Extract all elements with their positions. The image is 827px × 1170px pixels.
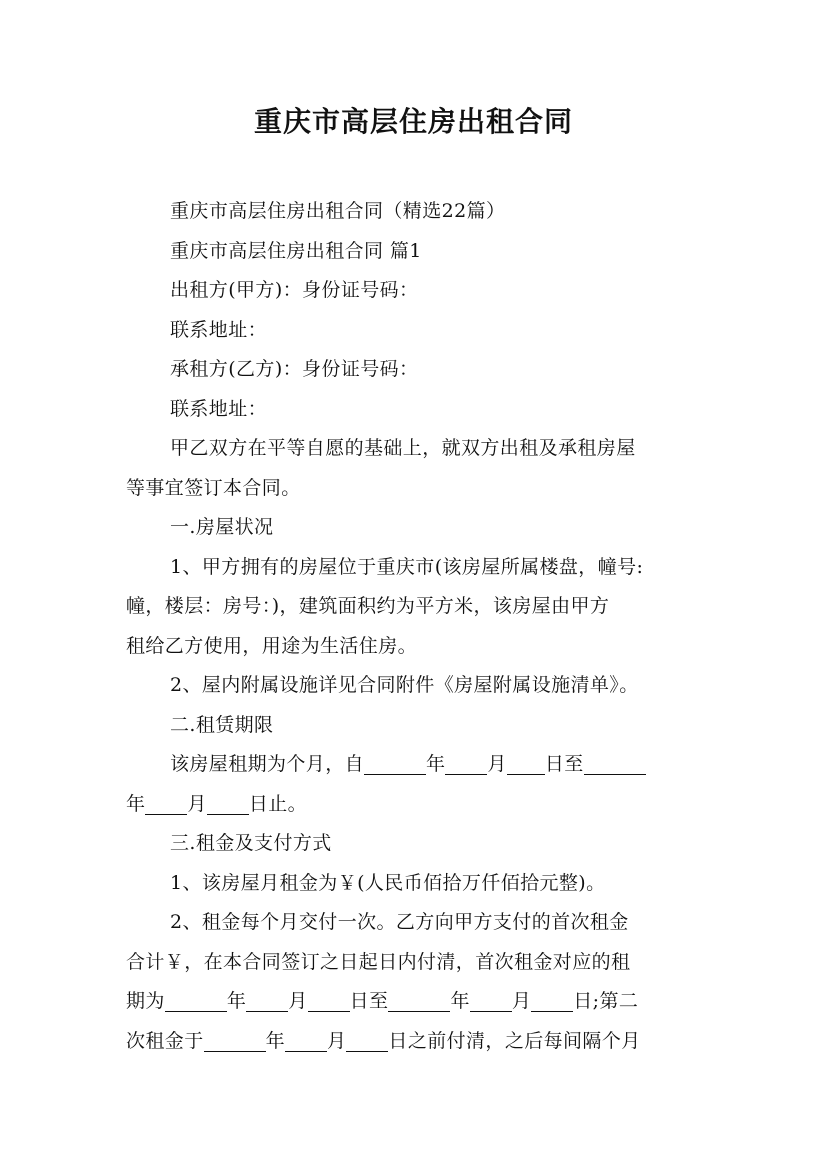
line-text: 日止。 [248,792,308,815]
fill-blank [204,1032,266,1052]
line-text: 年 [265,1029,286,1052]
payment-period-line [126,982,706,1022]
document-title: 重庆市高层住房出租合同 [253,105,573,138]
paragraph-line: 租给乙方使用，用途为生活住房。 [126,634,418,657]
line-text: 月 [327,1029,347,1052]
paragraph-line: 2、屋内附属设施详见合同附件《房屋附属设施清单》。 [170,674,639,696]
line-text: 日之前付清，之后每间隔个月 [388,1029,641,1052]
line-text: 月 [288,990,308,1012]
line-text: 年 [426,753,446,775]
lessee-line: 承租方(乙方)：身份证号码： [170,358,419,380]
line-text: 月 [511,990,532,1012]
line-text: 该房屋租期为个月，自 [170,753,365,775]
line-text: 期为 [126,990,165,1012]
lessor-line: 出租方(甲方)：身份证号码： [170,279,419,301]
fill-blank [207,795,249,815]
fill-blank [470,992,512,1012]
payment-period-line [126,1022,706,1062]
line-text: 日至 [349,990,389,1012]
fill-blank [445,755,487,775]
lessor-address-line: 联系地址： [170,318,268,341]
fill-blank [531,992,573,1012]
lease-term-line [126,785,706,825]
fill-blank [346,1032,388,1052]
line-text: 年 [126,792,146,815]
line-text: 月 [187,792,207,815]
clause-heading: 二.租赁期限 [170,713,274,736]
paragraph-line: 2、租金每个月交付一次。乙方向甲方支付的首次租金 [170,911,629,933]
fill-blank [246,992,288,1012]
clause-heading: 三.租金及支付方式 [170,832,332,854]
fill-blank [285,1032,327,1052]
fill-blank [507,755,545,775]
paragraph-line: 1、该房屋月租金为￥(人民币佰拾万仟佰拾元整)。 [170,871,606,894]
paragraph-line: 合计￥，在本合同签订之日起日内付清，首次租金对应的租 [126,950,631,973]
line-text: 日;第二 [573,990,639,1012]
fill-blank [308,992,350,1012]
line-text: 年 [450,990,470,1012]
lease-term-line [126,745,706,785]
fill-blank [388,992,450,1012]
paragraph-line: 幢，楼层：房号：)，建筑面积约为平方米，该房屋由甲方 [126,595,610,617]
paragraph-line: 1、甲方拥有的房屋位于重庆市(该房屋所属楼盘，幢号: [170,555,644,578]
fill-blank [165,992,227,1012]
line-text: 月 [487,753,507,775]
paragraph-line: 等事宜签订本合同。 [126,476,301,499]
line-text: 日至 [544,753,584,775]
line-text: 次租金于 [126,1029,204,1052]
section-heading: 重庆市高层住房出租合同 篇1 [170,239,422,262]
fill-blank [145,795,187,815]
subtitle-line: 重庆市高层住房出租合同（精选22篇） [170,200,506,222]
clause-heading: 一.房屋状况 [170,516,274,538]
fill-blank [364,755,426,775]
fill-blank [584,755,646,775]
line-text: 年 [226,990,247,1012]
lessee-address-line: 联系地址： [170,397,268,420]
paragraph-line: 甲乙双方在平等自愿的基础上，就双方出租及承租房屋 [170,437,636,459]
document-body [126,192,706,1061]
